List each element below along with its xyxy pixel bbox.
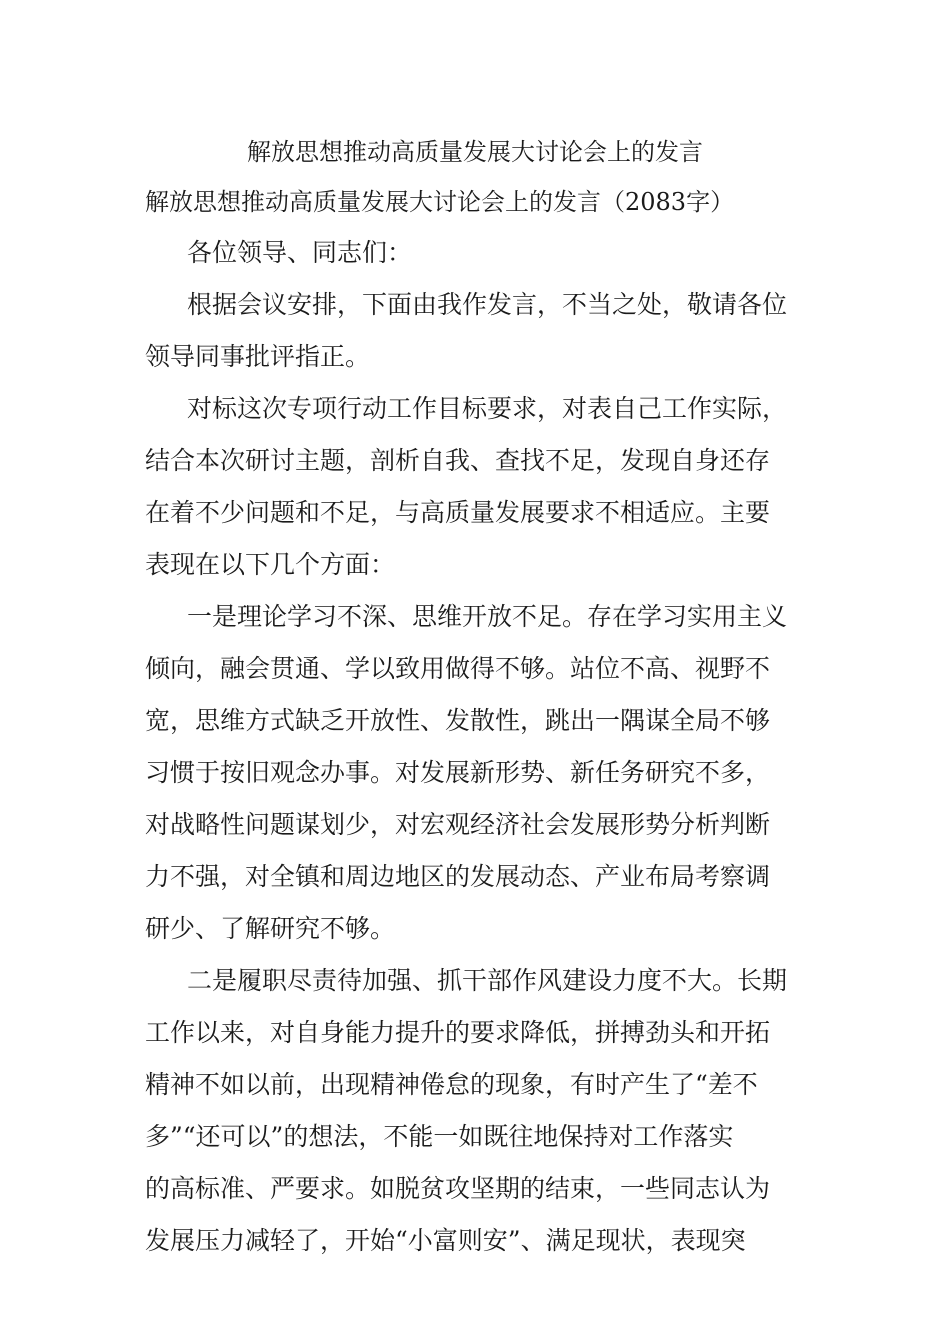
- body-line: 倾向，融会贯通、学以致用做得不够。站位不高、视野不: [145, 654, 771, 683]
- body-line: 表现在以下几个方面：: [145, 550, 396, 579]
- body-line: 对战略性问题谋划少，对宏观经济社会发展形势分析判断: [145, 810, 771, 839]
- body-line: 一是理论学习不深、思维开放不足。存在学习实用主义: [187, 602, 788, 631]
- body-line: 各位领导、同志们：: [187, 238, 413, 267]
- document-title: 解放思想推动高质量发展大讨论会上的发言: [247, 138, 703, 166]
- body-line: 工作以来，对自身能力提升的要求降低，拼搏劲头和开拓: [145, 1018, 771, 1047]
- body-line: 力不强，对全镇和周边地区的发展动态、产业布局考察调: [145, 862, 771, 891]
- body-line: 在着不少问题和不足，与高质量发展要求不相适应。主要: [145, 498, 771, 527]
- body-line: 领导同事批评指正。: [145, 342, 371, 371]
- body-line: 研少、了解研究不够。: [145, 914, 396, 943]
- body-line: 精神不如以前，出现精神倦怠的现象，有时产生了“差不: [145, 1070, 758, 1099]
- body-line: 发展压力减轻了，开始“小富则安”、满足现状，表现突: [145, 1226, 746, 1255]
- body-line: 结合本次研讨主题，剖析自我、查找不足，发现自身还存: [145, 446, 771, 475]
- body-line: 宽，思维方式缺乏开放性、发散性，跳出一隅谋全局不够: [145, 706, 771, 735]
- body-line: 的高标准、严要求。如脱贫攻坚期的结束，一些同志认为: [145, 1174, 771, 1203]
- body-line: 习惯于按旧观念办事。对发展新形势、新任务研究不多，: [145, 758, 771, 787]
- document-subtitle: 解放思想推动高质量发展大讨论会上的发言（2083字）: [145, 188, 735, 216]
- body-line: 对标这次专项行动工作目标要求，对表自己工作实际，: [187, 394, 788, 423]
- document-body: [145, 227, 807, 1267]
- body-line: 多”“还可以”的想法，不能一如既往地保持对工作落实: [145, 1122, 734, 1151]
- body-line: 根据会议安排，下面由我作发言，不当之处，敬请各位: [187, 290, 788, 319]
- body-line: 二是履职尽责待加强、抓干部作风建设力度不大。长期: [187, 966, 788, 995]
